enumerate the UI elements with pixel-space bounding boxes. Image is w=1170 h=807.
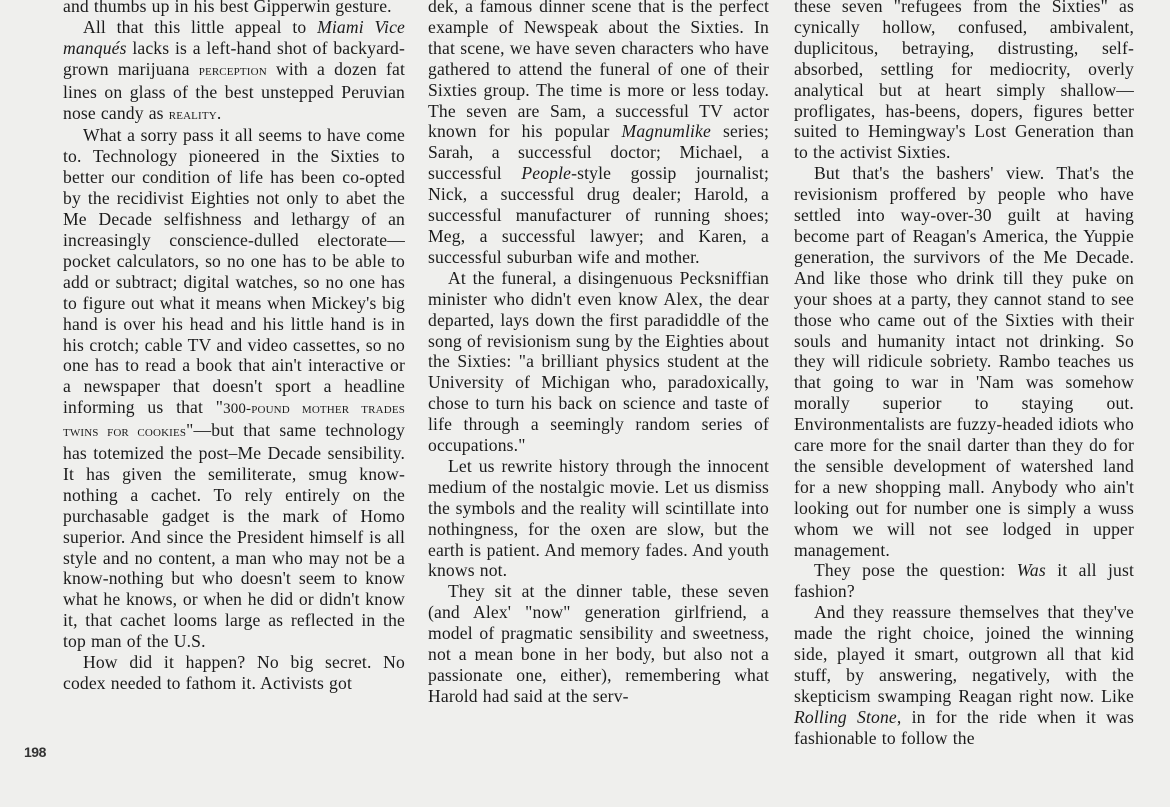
paragraph: dek, a famous dinner scene that is the perfect example of Newspeak about the Sixties. In that scene, we have seven characters who have gathered to attend the funeral of one of their Sixties group. The time is more or less today. The seven are Sam, a successful TV actor known for his popular Magnumlike series; Sarah, a successful doctor; Michael, a successful People-style gossip journalist; Nick, a successful drug dealer; Harold, a successful manufacturer of running shoes; Meg, a successful lawyer; and Karen, a successful suburban wife and mother. — [428, 0, 770, 267]
paragraph: What a sorry pass it all seems to have come to. Technology pioneered in the Sixties to better our condition of life has been co-opted by the recidivist Eighties not only to abet the Me Decade selfishness and lethargy of an increasingly conscience-dulled electorate—pocket calculators, so no one has to be able to add or subtract; digital watches, so no one has to figure out what it means when Mickey's big hand is over his head and his little hand is in his crotch; cable TV and video cassettes, so no one has to read a book that ain't interactive or a newspaper that doesn't sport a headline informing us that "300-pound mother trades twins for cookies"—but that same technology has totemized the post–Me Decade sensibility. It has given the semiliterate, smug know-nothing a cachet. To rely entirely on the purchasable gadget is the mark of Homo superior. And since the President himself is all style and no content, a man who may not be a know-nothing but who doesn't seem to know what he knows, or when he did or didn't know it, that cachet looms large as reflected in the top man of the U.S. — [63, 125, 405, 652]
page-number: 198 — [24, 744, 46, 760]
paragraph: All that this little appeal to Miami Vice manqués lacks is a left-hand shot of backyard-grown marijuana perception with a dozen fat lines on glass of the best unstepped Peruvian nose candy as reality. — [63, 16, 406, 123]
text-column-2 — [428, 0, 769, 707]
paragraph: And they reassure themselves that they've made the right choice, joined the winning side, played it smart, outgrown all that kid stuff, by answering, negatively, with the skepticism swamping Reagan right now. Like Rolling Stone, in for the ride when it was fashionable to follow the — [794, 602, 1134, 748]
paragraph: Let us rewrite history through the innocent medium of the nostalgic movie. Let us dismiss the symbols and the reality will scintillate into nothingness, for the oxen are slow, but the earth is patient. And memory fades. And youth knows not. — [428, 455, 769, 581]
paragraph: How did it happen? No big secret. No codex needed to fathom it. Activists got — [63, 652, 405, 693]
text-column-3 — [794, 0, 1134, 749]
text-column-1 — [63, 0, 405, 694]
paragraph: They sit at the dinner table, these seven (and Alex' "now" generation girlfriend, a model of pragmatic sensibility and sweetness, not a mean bone in her body, but also not a passionate one, either), remembering what Harold had said at the serv- — [428, 581, 769, 706]
paragraph: They pose the question: Was it all just fashion? — [794, 560, 1134, 602]
paragraph: these seven "refugees from the Sixties" as cynically hollow, confused, ambivalent, duplicitous, betraying, distrusting, self-absorbed, settling for mediocrity, overly analytical but at heart simply shallow—profligates, has-beens, dopers, figures better suited to Hemingway's Lost Generation than to the activist Sixties. — [794, 0, 1134, 163]
paragraph: At the funeral, a disingenuous Pecksniffian minister who didn't even know Alex, the dear departed, lays down the first paradiddle of the song of revisionism sung by the Eighties about the Sixties: "a brilliant physics student at the University of Michigan who, paradoxically, chose to turn his back on science and taste of life through a seemingly random series of occupations." — [428, 267, 769, 456]
paragraph: But that's the bashers' view. That's the revisionism proffered by people who have settled into way-over-30 guilt at having become part of Reagan's America, the Yuppie generation, the survivors of the Me Decade. And like those who drink till they puke on your shoes at a party, they cannot stand to see those who came out of the Sixties with their souls and humanity intact not drinking. So they will ridicule sobriety. Rambo teaches us that going to war in 'Nam was somehow morally superior to staying out. Environmentalists are fuzzy-headed idiots who care more for the snail darter than they do for the sensible development of watershed land for a new shopping mall. Anybody who ain't looking out for number one is simply a wuss whom we will not see lodged in upper management. — [794, 163, 1134, 560]
paragraph: and thumbs up in his best Gipperwin gesture. — [63, 0, 392, 16]
